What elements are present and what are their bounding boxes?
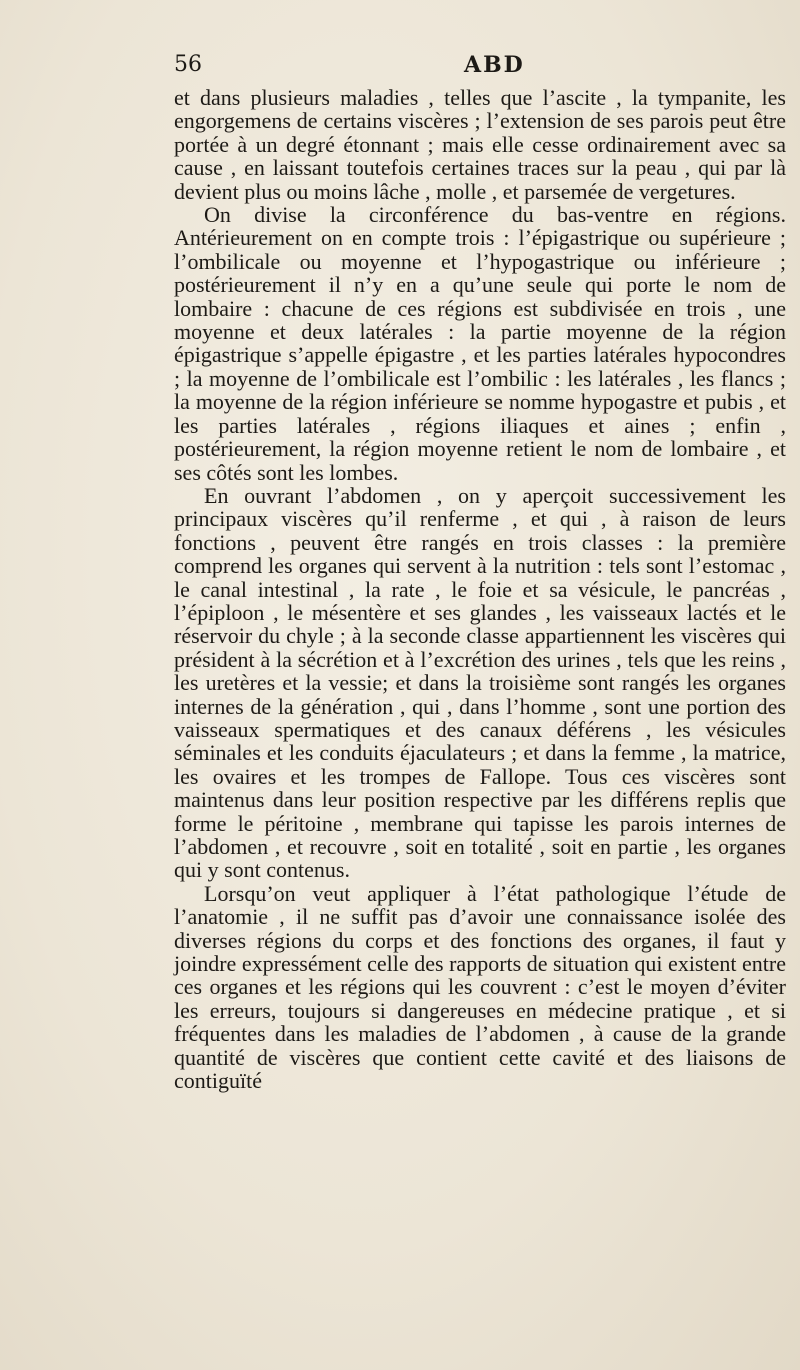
paragraph: En ouvrant l’abdomen , on y aperçoit successivement les principaux viscères qu’il renferme , et qui , à raison de leurs fonctions , peuvent être rangés en trois classes : la première comprend les organes qui servent à la nutrition : tels sont l’estomac , le canal intestinal , la rate , le foie et sa vésicule, le pancréas , l’épiploon , le mésentère et ses glandes , les vaisseaux lactés et le réservoir du chyle ; à la seconde classe appartiennent les viscères qui président à la sécrétion et à l’excrétion des urines , tels que les reins , les uretères et la vessie; et dans la troisième sont rangés les organes internes de la génération , qui , dans l’homme , sont une portion des vaisseaux spermatiques et des canaux déférens , les vésicules séminales et les conduits éjaculateurs ; et dans la femme , la matrice, les ovaires et les trompes de Fallope. Tous ces viscères sont maintenus dans leur position respective par les différens replis que forme le péritoine , membrane qui tapisse les parois internes de l’abdomen , et recouvre , soit en totalité , soit en partie , les organes qui y sont contenus. bbox=[174, 482, 786, 883]
body-text bbox=[174, 86, 786, 1092]
page-header bbox=[174, 52, 786, 84]
page-number: 56 bbox=[174, 52, 202, 77]
paragraph: On divise la circonférence du bas-ventre en régions. Antérieurement on en compte trois : l’épigastrique ou supérieure ; l’ombilicale ou moyenne et l’hypogastrique ou inférieure ; postérieurement il n’y en a qu’une seule qui porte le nom de lombaire : chacune de ces régions est subdivisée en trois , une moyenne et deux latérales : la partie moyenne de la région épigastrique s’appelle épigastre , et les parties latérales hypocondres ; la moyenne de l’ombilicale est l’ombilic : les latérales , les flancs ; la moyenne de la région inférieure se nomme hypogastre et pubis , et les parties latérales , régions iliaques et aines ; enfin , postérieurement, la région moyenne retient le nom de lombaire , et ses côtés sont les lombes. bbox=[174, 202, 786, 485]
paragraph: Lorsqu’on veut appliquer à l’état pathologique l’étude de l’anatomie , il ne suffit pas d’avoir une connaissance isolée des diverses régions du corps et des fonctions des organes, il faut y joindre expressément celle des rapports de situation qui existent entre ces organes et les régions qui les couvrent : c’est le moyen d’éviter les erreurs, toujours si dangereuses en médecine pratique , et si fréquentes dans les maladies de l’abdomen , à cause de la grande quantité de viscères que contient cette cavité et des liaisons de contiguïté bbox=[174, 880, 786, 1094]
paragraph: et dans plusieurs maladies , telles que l’ascite , la tympanite, les engorgemens de certains viscères ; l’extension de ses parois peut être portée à un degré étonnant ; mais elle cesse ordinairement avec sa cause , en laissant toutefois certaines traces sur la peau , qui par là devient plus ou moins lâche , molle , et parsemée de vergetures. bbox=[174, 85, 786, 204]
running-head: ABD bbox=[464, 52, 525, 78]
